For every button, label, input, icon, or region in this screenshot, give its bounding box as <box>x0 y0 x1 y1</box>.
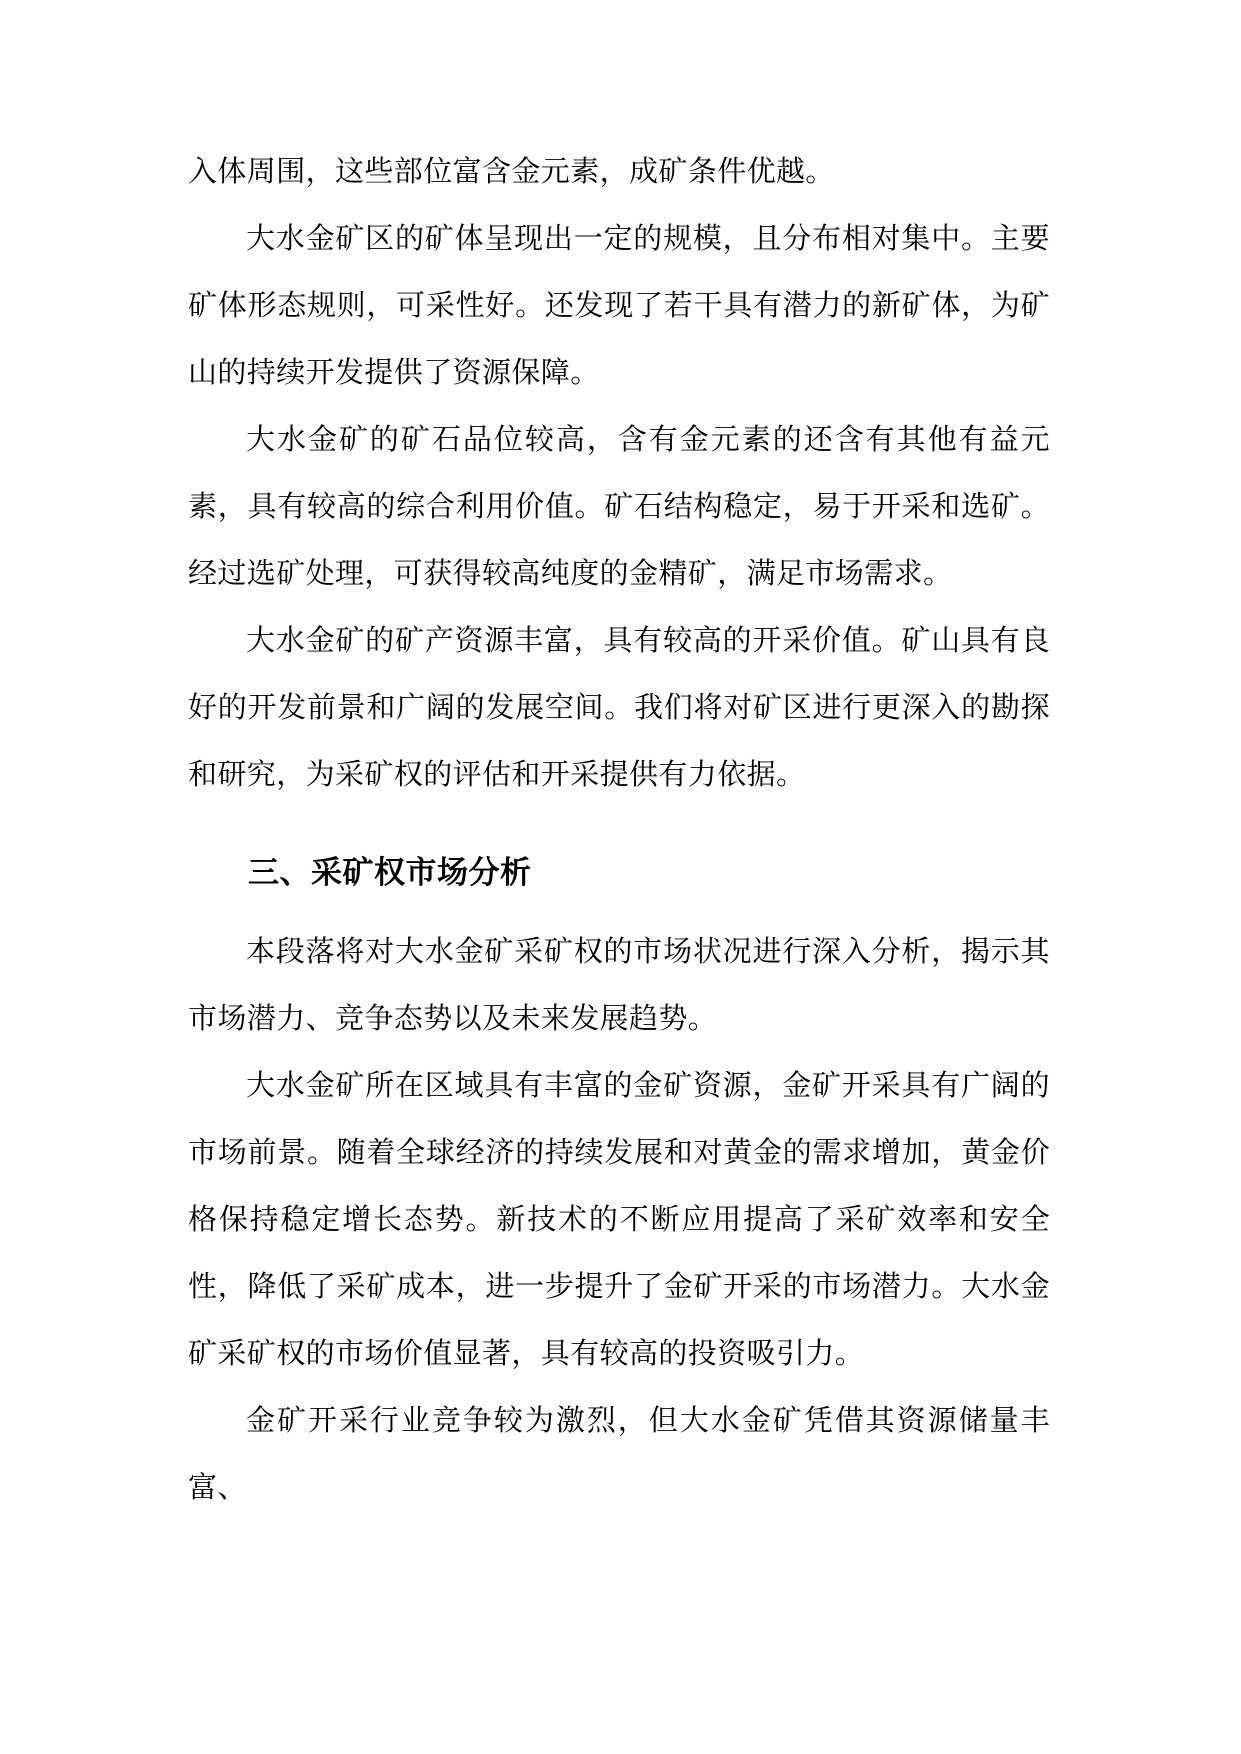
paragraph-ore-body-scale: 大水金矿区的矿体呈现出一定的规模，且分布相对集中。主要矿体形态规则，可采性好。还发现了若干具有潜力的新矿体，为矿山的持续开发提供了资源保障。 <box>188 221 1050 389</box>
section-heading: 三、采矿权市场分析 <box>248 855 532 891</box>
paragraph-competition: 金矿开采行业竞争较为激烈，但大水金矿凭借其资源储量丰富、 <box>188 1403 1050 1504</box>
paragraph-resource-value: 大水金矿的矿产资源丰富，具有较高的开采价值。矿山具有良好的开发前景和广阔的发展空间。我们将对矿区进行更深入的勘探和研究，为采矿权的评估和开采提供有力依据。 <box>188 623 1050 791</box>
paragraph-continued: 入体周围，这些部位富含金元素，成矿条件优越。 <box>188 154 835 188</box>
paragraph-ore-grade: 大水金矿的矿石品位较高，含有金元素的还含有其他有益元素，具有较高的综合利用价值。矿石结构稳定，易于开采和选矿。经过选矿处理，可获得较高纯度的金精矿，满足市场需求。 <box>188 422 1050 590</box>
paragraph-market-intro: 本段落将对大水金矿采矿权的市场状况进行深入分析，揭示其市场潜力、竞争态势以及未来发展趋势。 <box>188 934 1050 1035</box>
paragraph-market-outlook: 大水金矿所在区域具有丰富的金矿资源，金矿开采具有广阔的市场前景。随着全球经济的持续发展和对黄金的需求增加，黄金价格保持稳定增长态势。新技术的不断应用提高了采矿效率和安全性，降低了采矿成本，进一步提升了金矿开采的市场潜力。大水金矿采矿权的市场价值显著，具有较高的投资吸引力。 <box>188 1068 1050 1370</box>
document-body <box>188 138 1050 1521</box>
